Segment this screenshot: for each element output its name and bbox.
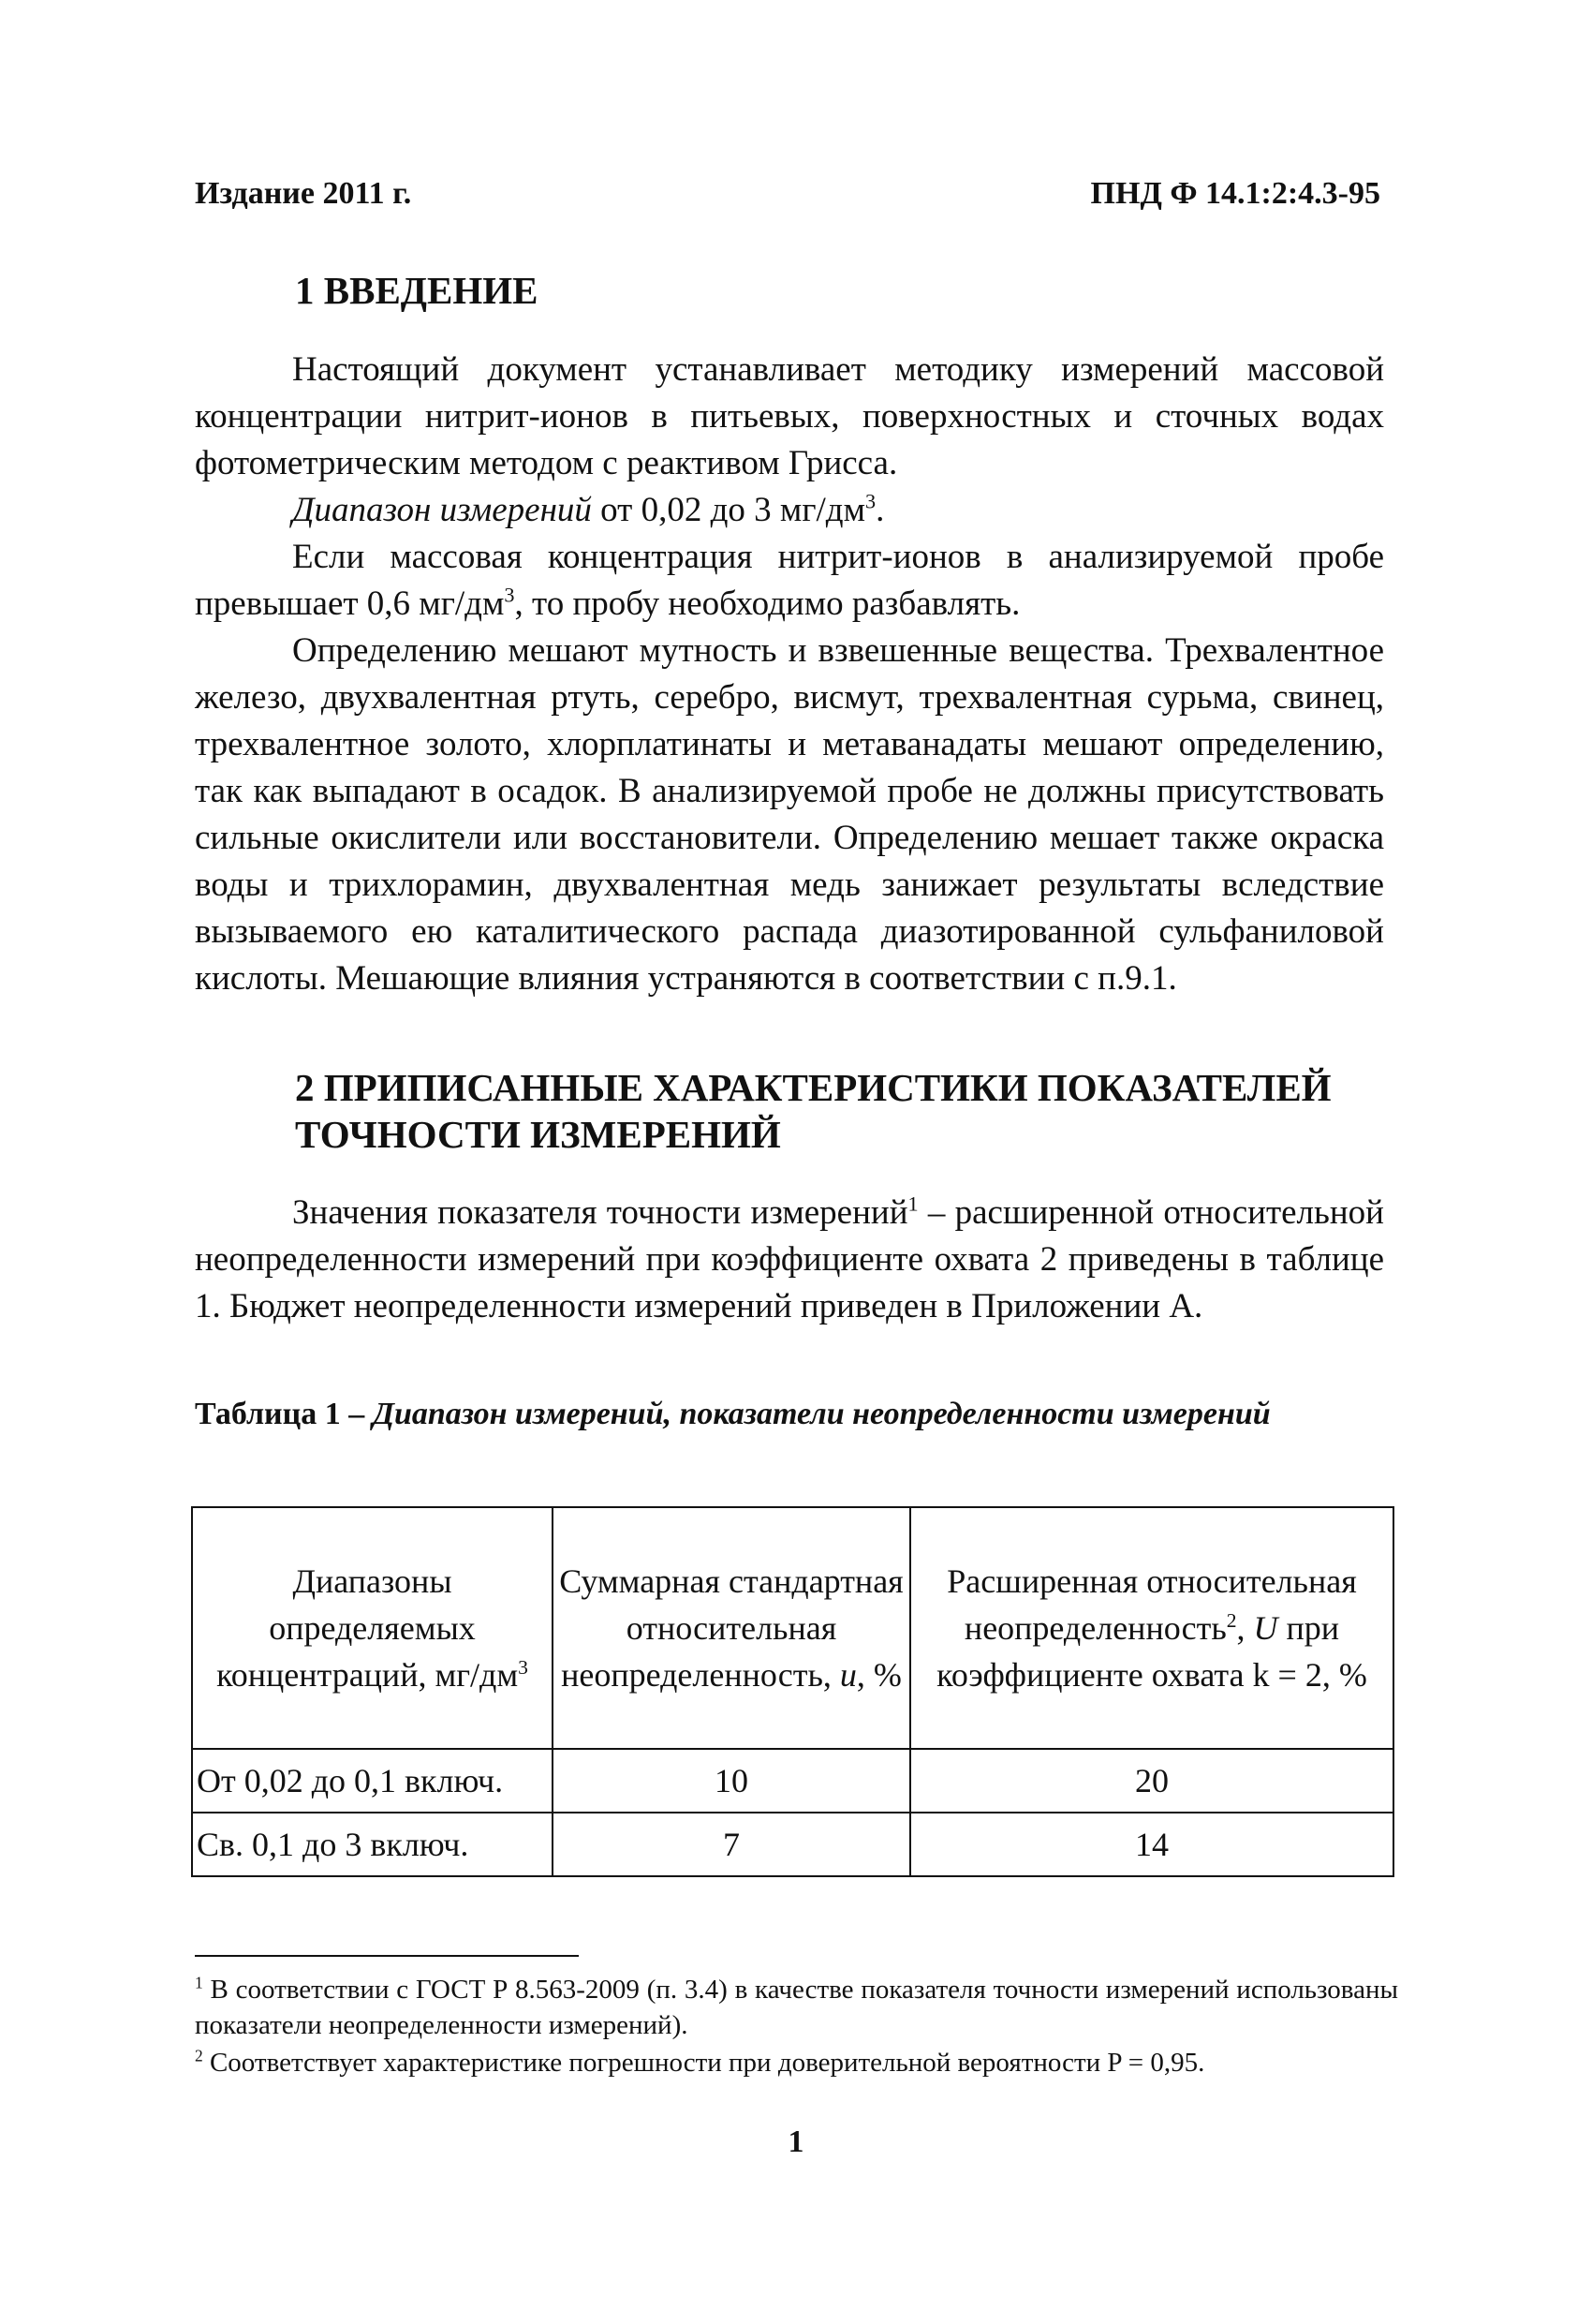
table-cell-U: 20: [910, 1749, 1393, 1813]
table-cell-range: От 0,02 до 0,1 включ.: [192, 1749, 553, 1813]
dilution-sup: 3: [504, 583, 515, 607]
table-cell-range: Св. 0,1 до 3 включ.: [192, 1813, 553, 1876]
range-end: .: [876, 491, 885, 529]
interference-text: Определению мешают мутность и взвешенные вещества. Трехвалентное железо, двухвалентная ртуть, серебро, висмут, трехвалентная сурьма, свинец, трехвалентное золото, хлорплатинаты и метаванадаты мешают определению, так как выпадают в осадок. В анализируемой пробе не должны присутствовать сильные окислители или восстановители. Определению мешает также окраска воды и трихлорамин, двухвалентная медь занижает результаты вследствие вызываемого ею каталитического распада диазотированной сульфаниловой кислоты. Мешающие влияния устраняются в соответствии с п.9.1.: [195, 631, 1384, 998]
edition-label: Издание 2011 г.: [195, 176, 412, 211]
accuracy-paragraph: [195, 1190, 1384, 1330]
dilution-text-a: Если массовая концентрация нитрит-ионов в анализируемой пробе превышает 0,6 мг/дм: [195, 538, 1384, 623]
intro-paragraph: [195, 347, 1384, 487]
interference-paragraph: [195, 628, 1384, 1002]
document-code: ПНД Ф 14.1:2:4.3-95: [1090, 176, 1380, 211]
footnote-1-text: В соответствии с ГОСТ Р 8.563-2009 (п. 3.4) в качестве показателя точности измерений использованы показатели неопределенности измерений).: [195, 1975, 1398, 2040]
table-cell-U: 14: [910, 1813, 1393, 1876]
section-2-title: [295, 1064, 1332, 1158]
section-1-title: 1 ВВЕДЕНИЕ: [295, 269, 538, 312]
accuracy-text-a: Значения показателя точности измерений: [292, 1193, 908, 1232]
footnote-1-mark: 1: [195, 1973, 203, 1992]
range-sup: 3: [865, 489, 877, 513]
section-2-title-line2: ТОЧНОСТИ ИЗМЕРЕНИЙ: [295, 1113, 781, 1156]
table-header-range: Диапазоны определяемых концентраций, $мг/дм^3$: [192, 1507, 553, 1749]
table-1: [191, 1506, 1394, 1877]
intro-text: Настоящий документ устанавливает методику измерений массовой концентрации нитрит-ионов в питьевых, поверхностных и сточных водах фотометрическим методом с реактивом Грисса.: [195, 350, 1384, 482]
table-header-standard-uncertainty: Суммарная стандартная относительная неопределенность, u, %: [553, 1507, 910, 1749]
footnote-1: [195, 1972, 1398, 2043]
table-header-expanded-uncertainty: Расширенная относительная неопределенность$^2$, U при коэффициенте охвата k = 2, %: [910, 1507, 1393, 1749]
table-row: [192, 1749, 1393, 1813]
footnote-2: [195, 2045, 1398, 2080]
range-text: от 0,02 до 3 мг/дм: [600, 491, 866, 529]
table-1-caption-text: Диапазон измерений, показатели неопределенности измерений: [372, 1397, 1271, 1431]
range-paragraph: [195, 487, 1384, 534]
section-2-title-line1: 2 ПРИПИСАННЫЕ ХАРАКТЕРИСТИКИ ПОКАЗАТЕЛЕЙ: [295, 1066, 1332, 1109]
page-number: 1: [788, 2124, 804, 2159]
accuracy-sup: 1: [907, 1192, 919, 1216]
dilution-paragraph: [195, 534, 1384, 628]
footnote-2-mark: 2: [195, 2046, 203, 2065]
table-cell-u: 10: [553, 1749, 910, 1813]
accuracy-text-b: – расширенной относительной неопределенности измерений при коэффициенте охвата 2 приведены в таблице 1. Бюджет неопределенности измерений приведен в Приложении А.: [195, 1193, 1384, 1325]
footnote-2-text: Соответствует характеристике погрешности при доверительной вероятности P = 0,95.: [202, 2048, 1205, 2078]
table-1-caption: [195, 1391, 1403, 1438]
table-cell-u: 7: [553, 1813, 910, 1876]
table-header-row: [192, 1507, 1393, 1749]
footnote-divider: [195, 1955, 579, 1957]
table-row: [192, 1813, 1393, 1876]
table-1-caption-prefix: Таблица 1 –: [195, 1397, 365, 1431]
range-label: Диапазон измерений: [292, 491, 592, 529]
dilution-text-b: , то пробу необходимо разбавлять.: [514, 585, 1021, 623]
